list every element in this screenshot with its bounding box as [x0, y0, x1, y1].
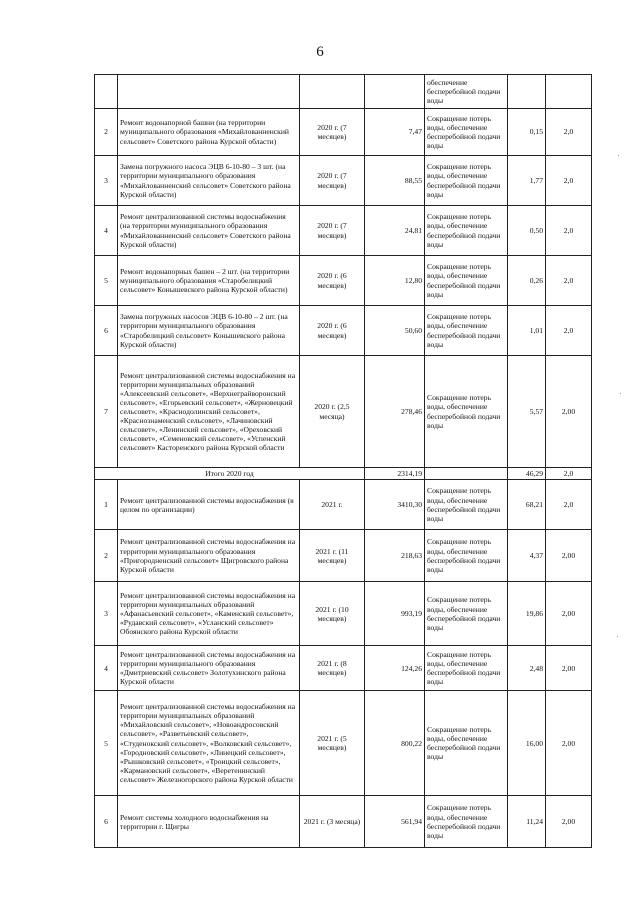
row-description: Ремонт централизованной системы водоснабжения (в целом по организации)	[118, 480, 300, 530]
row-description: Ремонт централизованной системы водоснабжения на территории муниципального образования «Дмитриевский сельсовет» Золотухинского района Курской области	[118, 646, 300, 691]
row-value	[546, 75, 592, 109]
row-number: 3	[95, 582, 118, 646]
row-sum: 218,63	[365, 530, 425, 582]
row-period: 2021 г. (11 месяцев)	[300, 530, 365, 582]
row-value: 2,00	[546, 356, 592, 468]
row-period: 2021 г. (10 месяцев)	[300, 582, 365, 646]
row-description: Ремонт водонапорной башни (на территории муниципального образования «Михайлованненский сельсовет» Советского района Курской области)	[118, 109, 300, 156]
total-result-empty	[425, 468, 508, 480]
row-number: 4	[95, 646, 118, 691]
row-percent: 5,57	[508, 356, 546, 468]
row-value: 2,0	[546, 156, 592, 206]
row-percent: 1,01	[508, 306, 546, 356]
row-result: Сокращение потерь воды, обеспечение бесперебойной подачи воды	[425, 306, 508, 356]
row-period: 2020 г. (2,5 месяца)	[300, 356, 365, 468]
row-description: Ремонт централизованной системы водоснабжения на территории муниципальных образований «Афанасьевский сельсовет», «Каменский сельсовет», «Рудавский сельсовет», «Усланский сельсовет» Обоянского района Курской области	[118, 582, 300, 646]
row-sum: 800,22	[365, 691, 425, 796]
row-sum: 124,26	[365, 646, 425, 691]
row-description: Ремонт централизованной системы водоснабжения (на территории муниципального образования «Михайлованненский сельсовет» Советского района Курской области)	[118, 206, 300, 256]
row-value: 2,0	[546, 206, 592, 256]
row-result: Сокращение потерь воды, обеспечение бесперебойной подачи воды	[425, 582, 508, 646]
total-row-2020	[95, 468, 592, 480]
row-description: Замена погружного насоса ЭЦВ 6-10-80 – 3 шт. (на территории муниципального образования «Михайлованненский сельсовет» Советского района Курской области)	[118, 156, 300, 206]
row-description: Замена погружных насосов ЭЦВ 6-10-80 – 2 шт. (на территории муниципального образования «Старобелицкий сельсовет» Конышевского района Курской области)	[118, 306, 300, 356]
row-percent: 1,77	[508, 156, 546, 206]
row-result: Сокращение потерь воды, обеспечение бесперебойной подачи воды	[425, 480, 508, 530]
scan-mark	[617, 636, 618, 637]
row-period: 2021 г.	[300, 480, 365, 530]
table-row	[95, 75, 592, 109]
row-sum: 561,94	[365, 796, 425, 848]
row-result: обеспечение бесперебойной подачи воды	[425, 75, 508, 109]
row-result: Сокращение потерь воды, обеспечение бесперебойной подачи воды	[425, 156, 508, 206]
table-row	[95, 306, 592, 356]
row-value: 2,00	[546, 691, 592, 796]
row-period: 2021 г. (5 месяцев)	[300, 691, 365, 796]
row-result: Сокращение потерь воды, обеспечение бесперебойной подачи воды	[425, 356, 508, 468]
scan-mark	[618, 155, 619, 156]
row-number: 5	[95, 256, 118, 306]
row-result: Сокращение потерь воды, обеспечение бесперебойной подачи воды	[425, 691, 508, 796]
row-number: 1	[95, 480, 118, 530]
table-row	[95, 530, 592, 582]
row-percent: 0,15	[508, 109, 546, 156]
total-value: 2,0	[546, 468, 592, 480]
row-period	[300, 75, 365, 109]
water-supply-table	[94, 74, 592, 848]
row-number: 3	[95, 156, 118, 206]
row-value: 2,0	[546, 480, 592, 530]
row-value: 2,00	[546, 796, 592, 848]
row-value: 2,00	[546, 530, 592, 582]
row-sum	[365, 75, 425, 109]
row-number: 4	[95, 206, 118, 256]
row-percent: 0,26	[508, 256, 546, 306]
row-sum: 278,46	[365, 356, 425, 468]
row-percent: 2,48	[508, 646, 546, 691]
table-row	[95, 206, 592, 256]
row-number: 7	[95, 356, 118, 468]
table-row	[95, 796, 592, 848]
row-percent	[508, 75, 546, 109]
row-description: Ремонт системы холодного водоснабжения на территории г. Щигры	[118, 796, 300, 848]
row-description	[118, 75, 300, 109]
row-period: 2021 г. (3 месяца)	[300, 796, 365, 848]
row-period: 2021 г. (8 месяцев)	[300, 646, 365, 691]
row-percent: 4,37	[508, 530, 546, 582]
row-description: Ремонт централизованной системы водоснабжения на территории муниципальных образований «Алексеевский сельсовет», «Верхнеграйворонский сельсовет», «Егорьевский сельсовет», «Жерновецкий сельсовет», «Краснодолинский сельсовет», «Краснознаменский сельсовет», «Лачиновский сельсовет», «Ленинский сельсовет», «Ореховский сельсовет», «Семеновский сельсовет», «Успенский сельсовет» Касторенского района Курской области	[118, 356, 300, 468]
page-number: 6	[316, 44, 324, 60]
row-sum: 50,60	[365, 306, 425, 356]
row-number: 5	[95, 691, 118, 796]
row-result: Сокращение потерь воды, обеспечение бесперебойной подачи воды	[425, 109, 508, 156]
row-period: 2020 г. (6 месяцев)	[300, 256, 365, 306]
table-row	[95, 256, 592, 306]
row-period: 2020 г. (7 месяцев)	[300, 206, 365, 256]
row-number: 6	[95, 306, 118, 356]
row-value: 2,0	[546, 109, 592, 156]
row-sum: 88,55	[365, 156, 425, 206]
row-period: 2020 г. (7 месяцев)	[300, 109, 365, 156]
row-description: Ремонт централизованной системы водоснабжения на территории муниципальных образований «Михайловский сельсовет», «Новоандросовский сельсовет», «Разветьевский сельсовет», «Студенокский сельсовет», «Волковский сельсовет», «Городновский сельсовет», «Линецкий сельсовет», «Рышковский сельсовет», «Троицкий сельсовет», «Кармановский сельсовет», «Веретенинский сельсовет» Железногорского района Курской области	[118, 691, 300, 796]
row-sum: 3410,30	[365, 480, 425, 530]
row-sum: 7,47	[365, 109, 425, 156]
row-result: Сокращение потерь воды, обеспечение бесперебойной подачи воды	[425, 646, 508, 691]
table-row	[95, 646, 592, 691]
row-value: 2,00	[546, 582, 592, 646]
row-number: 2	[95, 109, 118, 156]
row-result: Сокращение потерь воды, обеспечение бесперебойной подачи воды	[425, 256, 508, 306]
row-sum: 12,80	[365, 256, 425, 306]
row-value: 2,00	[546, 646, 592, 691]
row-description: Ремонт централизованной системы водоснабжения на территории муниципального образования «Пригородненский сельсовет» Щигровского района Курской области	[118, 530, 300, 582]
total-label: Итого 2020 год	[95, 468, 365, 480]
row-number: 6	[95, 796, 118, 848]
table-row	[95, 109, 592, 156]
row-description: Ремонт водонапорных башен – 2 шт. (на территории муниципального образования «Старобелицкий сельсовет» Конышевского района Курской области)	[118, 256, 300, 306]
row-period: 2020 г. (6 месяцев)	[300, 306, 365, 356]
row-value: 2,0	[546, 256, 592, 306]
scan-mark	[620, 393, 621, 394]
total-sum: 2314,19	[365, 468, 425, 480]
row-value: 2,0	[546, 306, 592, 356]
row-percent: 11,24	[508, 796, 546, 848]
row-percent: 0,50	[508, 206, 546, 256]
total-percent: 46,29	[508, 468, 546, 480]
row-result: Сокращение потерь воды, обеспечение бесперебойной подачи воды	[425, 206, 508, 256]
row-number	[95, 75, 118, 109]
row-result: Сокращение потерь воды, обеспечение бесперебойной подачи воды	[425, 530, 508, 582]
table-body	[95, 75, 592, 848]
row-sum: 993,19	[365, 582, 425, 646]
row-result: Сокращение потерь воды, обеспечение бесперебойной подачи воды	[425, 796, 508, 848]
row-sum: 24,81	[365, 206, 425, 256]
table-row	[95, 480, 592, 530]
row-number: 2	[95, 530, 118, 582]
row-percent: 19,86	[508, 582, 546, 646]
table-row	[95, 356, 592, 468]
table-row	[95, 691, 592, 796]
row-percent: 68,21	[508, 480, 546, 530]
table-row	[95, 582, 592, 646]
row-percent: 16,00	[508, 691, 546, 796]
row-period: 2020 г. (7 месяцев)	[300, 156, 365, 206]
table-row	[95, 156, 592, 206]
